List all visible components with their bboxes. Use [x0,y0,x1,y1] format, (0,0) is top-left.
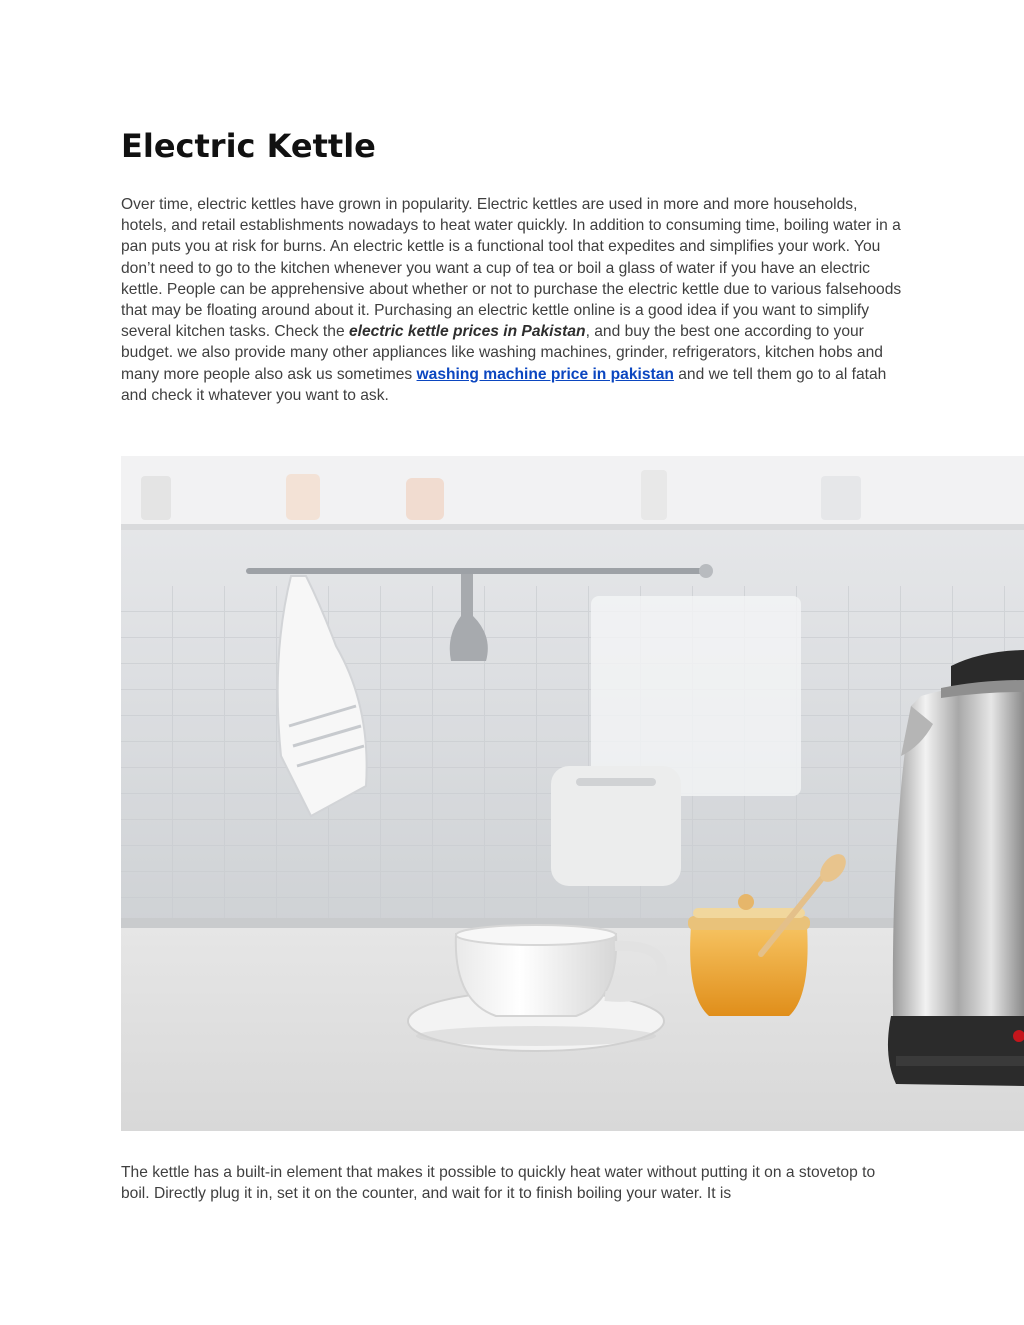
tea-cup [456,934,616,1016]
shelf-edge [121,524,1024,530]
emphasized-phrase: electric kettle prices in Pakistan [348,323,586,341]
washing-machine-price-link[interactable]: washing machine price in pakistan [416,365,674,383]
kitchen-kettle-photo [121,456,1024,1131]
page-title: Electric Kettle [121,127,376,165]
saucer-shadow [416,1026,656,1046]
shelf-item-4 [641,470,667,520]
honey-jar [690,926,808,1016]
cup-rim [456,925,616,945]
intro-text-2: , and buy the best one according to your budget. we also provide many other appliances like washing machines, grinder, refrigerators, kitchen hobs and many more people also ask us sometimes [121,323,883,383]
upper-shelf [121,456,1024,526]
kettle-base [888,1016,1024,1086]
second-paragraph: The kettle has a built-in element that makes it possible to quickly heat water without putting it on a stovetop to boil. Directly plug it in, set it on the counter, and wait for it to finish boiling your water. It is [121,1164,876,1203]
kettle-base-band [896,1056,1024,1066]
shelf-item-3 [406,478,444,520]
intro-text-1: Over time, electric kettles have grown in popularity. Electric kettles are used in more and more households, hotels, and retail establishments nowadays to heat water quickly. In addition to consuming time, boiling water in a pan puts you at risk for burns. An electric kettle is a functional tool that expedites and simplifies your work. You don’t need to go to the kitchen whenever you want a cup of tea or boil a glass of water if you have an electric kettle. People can be apprehensive about whether or not to purchase the electric kettle due to various falsehoods that may be floating around about it. Purchasing an electric kettle online is a good idea if you want to simplify several kitchen tasks. Check the [121,196,902,341]
toaster-slot [576,778,656,786]
shelf-item-1 [141,476,171,520]
utensil-rail [246,568,706,574]
intro-paragraph [121,194,906,406]
shelf-item-5 [821,476,861,520]
intro-text-3: and we tell them go to al fatah and check it whatever you want to ask. [121,365,887,404]
lid-knob [738,894,754,910]
shelf-item-2 [286,474,320,520]
rail-knob [699,564,713,578]
